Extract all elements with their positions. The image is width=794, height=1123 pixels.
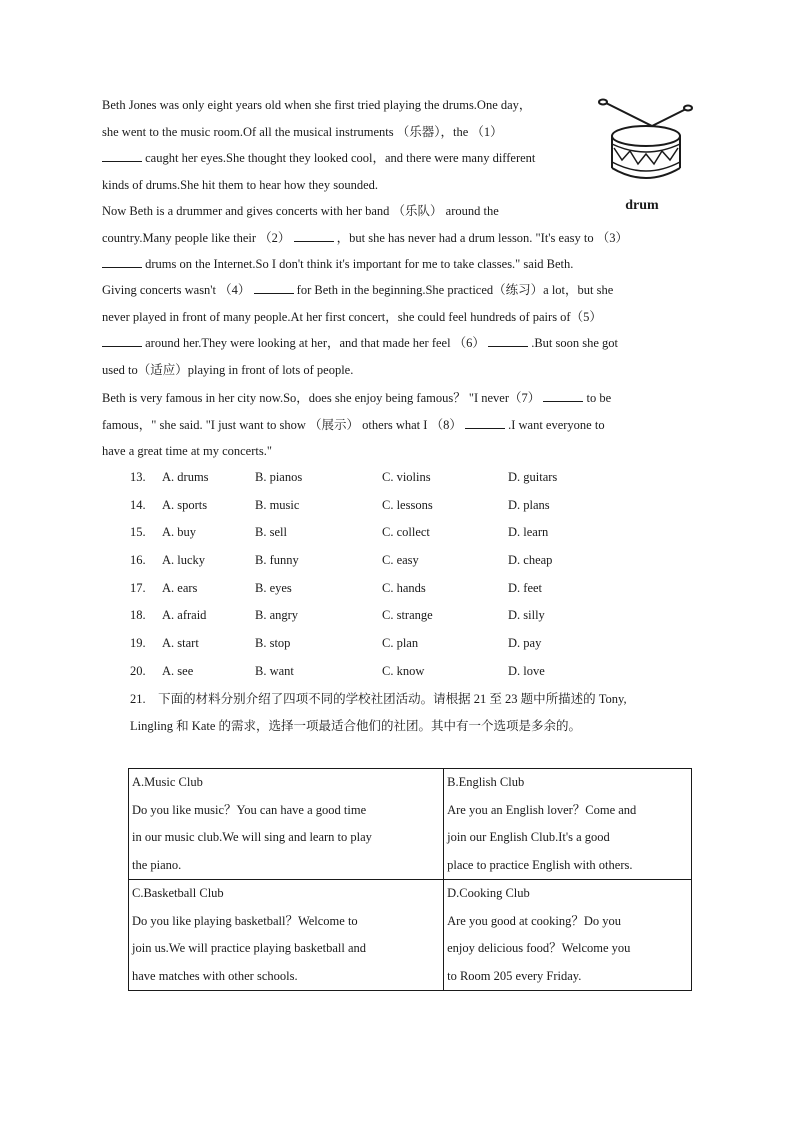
question-21-instructions	[130, 686, 700, 740]
text-line	[102, 385, 702, 412]
text-line: kinds of drums.She hit them to hear how they sounded.	[102, 177, 379, 192]
text-fragment: famous，" she said. "I just want to show （展示） others what I （8）	[102, 417, 462, 432]
passage-paragraph-1	[102, 92, 592, 198]
option-d[interactable]: D. learn	[508, 525, 549, 540]
option-d[interactable]: D. silly	[508, 608, 545, 623]
option-a[interactable]: A. ears	[162, 580, 198, 595]
passage-paragraph-2	[102, 198, 702, 278]
text-line: Beth Jones was only eight years old when she first tried playing the drums.One day，	[102, 98, 532, 112]
option-b[interactable]: B. funny	[255, 553, 299, 568]
option-d[interactable]: D. love	[508, 663, 545, 678]
option-b[interactable]: B. want	[255, 663, 294, 678]
text-line: used to（适应）playing in front of lots of people.	[102, 362, 354, 377]
text-line	[102, 251, 702, 278]
option-b[interactable]: B. angry	[255, 608, 299, 623]
text-line	[102, 225, 702, 252]
blank-8[interactable]	[465, 418, 505, 429]
blank-7[interactable]	[543, 391, 583, 402]
text-line: Now Beth is a drummer and gives concerts with her band （乐队） around the	[102, 204, 499, 218]
question-number: 19.	[130, 636, 146, 651]
text-line	[102, 145, 592, 172]
option-c[interactable]: C. hands	[382, 580, 426, 595]
club-text: in our music club.We will sing and learn to play	[132, 830, 372, 844]
option-d[interactable]: D. cheap	[508, 553, 553, 568]
drum-icon	[598, 98, 694, 190]
drum-caption: drum	[625, 198, 659, 213]
option-a[interactable]: A. lucky	[162, 553, 206, 568]
option-a[interactable]: A. sports	[162, 497, 208, 512]
question-number: 14.	[130, 497, 146, 512]
club-text: to Room 205 every Friday.	[447, 968, 582, 983]
text-fragment: ，but she has never had a drum lesson. "It's easy to （3）	[336, 230, 628, 245]
club-cell-music	[129, 769, 444, 880]
passage-paragraph-3	[102, 277, 702, 383]
text-line	[102, 277, 702, 304]
club-title: C.Basketball Club	[132, 886, 224, 900]
option-c[interactable]: C. violins	[382, 470, 431, 484]
text-fragment: country.Many people like their （2）	[102, 230, 291, 245]
club-cell-english	[444, 769, 692, 880]
club-text: Do you like playing basketball？Welcome to	[132, 913, 358, 928]
table-row	[129, 769, 692, 880]
text-fragment: Giving concerts wasn't （4）	[102, 283, 251, 297]
text-line	[102, 412, 702, 439]
blank-3[interactable]	[102, 257, 142, 268]
option-a[interactable]: A. buy	[162, 525, 197, 540]
club-cell-basketball	[129, 880, 444, 991]
text-line: 21. 下面的材料分别介绍了四项不同的学校社团活动。请根据 21 至 23 题中所描述的 Tony,	[130, 692, 627, 706]
option-b[interactable]: B. music	[255, 497, 300, 512]
club-text: have matches with other schools.	[132, 968, 298, 983]
option-c[interactable]: C. strange	[382, 608, 433, 623]
text-fragment: drums on the Internet.So I don't think it's important for me to take classes." said Beth.	[145, 257, 574, 271]
question-number: 18.	[130, 608, 146, 623]
option-d[interactable]: D. pay	[508, 636, 542, 651]
option-b[interactable]: B. pianos	[255, 470, 303, 484]
blank-5[interactable]	[102, 336, 142, 347]
clubs-table	[128, 768, 692, 991]
text-line: she went to the music room.Of all the musical instruments （乐器），the （1）	[102, 124, 503, 139]
question-number: 16.	[130, 553, 146, 568]
option-c[interactable]: C. plan	[382, 636, 419, 651]
table-row	[129, 880, 692, 991]
text-fragment: around her.They were looking at her，and that made her feel （6）	[145, 336, 485, 350]
option-a[interactable]: A. drums	[162, 470, 209, 484]
text-fragment: .But soon she got	[531, 336, 618, 350]
text-line: have a great time at my concerts."	[102, 444, 272, 458]
option-b[interactable]: B. eyes	[255, 580, 292, 595]
question-number: 15.	[130, 525, 146, 540]
option-b[interactable]: B. stop	[255, 636, 291, 651]
option-c[interactable]: C. know	[382, 663, 425, 678]
question-number: 17.	[130, 580, 146, 595]
club-title: A.Music Club	[132, 775, 203, 789]
club-text: Are you good at cooking？Do you	[447, 913, 622, 928]
club-text: place to practice English with others.	[447, 857, 633, 872]
text-fragment: .I want everyone to	[508, 417, 605, 432]
option-d[interactable]: D. plans	[508, 497, 550, 512]
option-a[interactable]: A. afraid	[162, 608, 207, 623]
text-line: Lingling 和 Kate 的需求，选择一项最适合他们的社团。其中有一个选项是多余的。	[130, 719, 582, 733]
text-line	[102, 330, 702, 357]
blank-4[interactable]	[254, 283, 294, 294]
option-c[interactable]: C. easy	[382, 553, 419, 568]
option-c[interactable]: C. collect	[382, 525, 430, 540]
question-number: 20.	[130, 663, 146, 678]
option-a[interactable]: A. see	[162, 663, 194, 678]
text-fragment: to be	[586, 391, 612, 405]
club-title: B.English Club	[447, 775, 525, 789]
club-cell-cooking	[444, 880, 692, 991]
text-fragment: for Beth in the beginning.She practiced（练习）a lot，but she	[296, 283, 614, 297]
club-text: Do you like music？You can have a good time	[132, 802, 367, 817]
question-number: 13.	[130, 470, 146, 484]
option-a[interactable]: A. start	[162, 636, 199, 651]
blank-6[interactable]	[488, 336, 528, 347]
club-text: enjoy delicious food？Welcome you	[447, 941, 631, 955]
passage-paragraph-4	[102, 385, 702, 465]
club-text: join our English Club.It's a good	[447, 830, 610, 844]
option-c[interactable]: C. lessons	[382, 497, 433, 512]
club-text: join us.We will practice playing basketball and	[132, 941, 366, 955]
text-fragment: Beth is very famous in her city now.So，does she enjoy being famous？ "I never（7）	[102, 391, 541, 405]
blank-2[interactable]	[294, 231, 334, 242]
option-d[interactable]: D. guitars	[508, 470, 558, 484]
club-title: D.Cooking Club	[447, 886, 530, 900]
option-b[interactable]: B. sell	[255, 525, 287, 540]
club-text: the piano.	[132, 857, 182, 872]
text-fragment: caught her eyes.She thought they looked cool，and there were many different	[145, 151, 536, 165]
club-text: Are you an English lover？Come and	[447, 802, 637, 817]
text-line: never played in front of many people.At her first concert，she could feel hundreds of pairs of（5）	[102, 309, 602, 324]
option-d[interactable]: D. feet	[508, 580, 543, 595]
blank-1[interactable]	[102, 151, 142, 162]
